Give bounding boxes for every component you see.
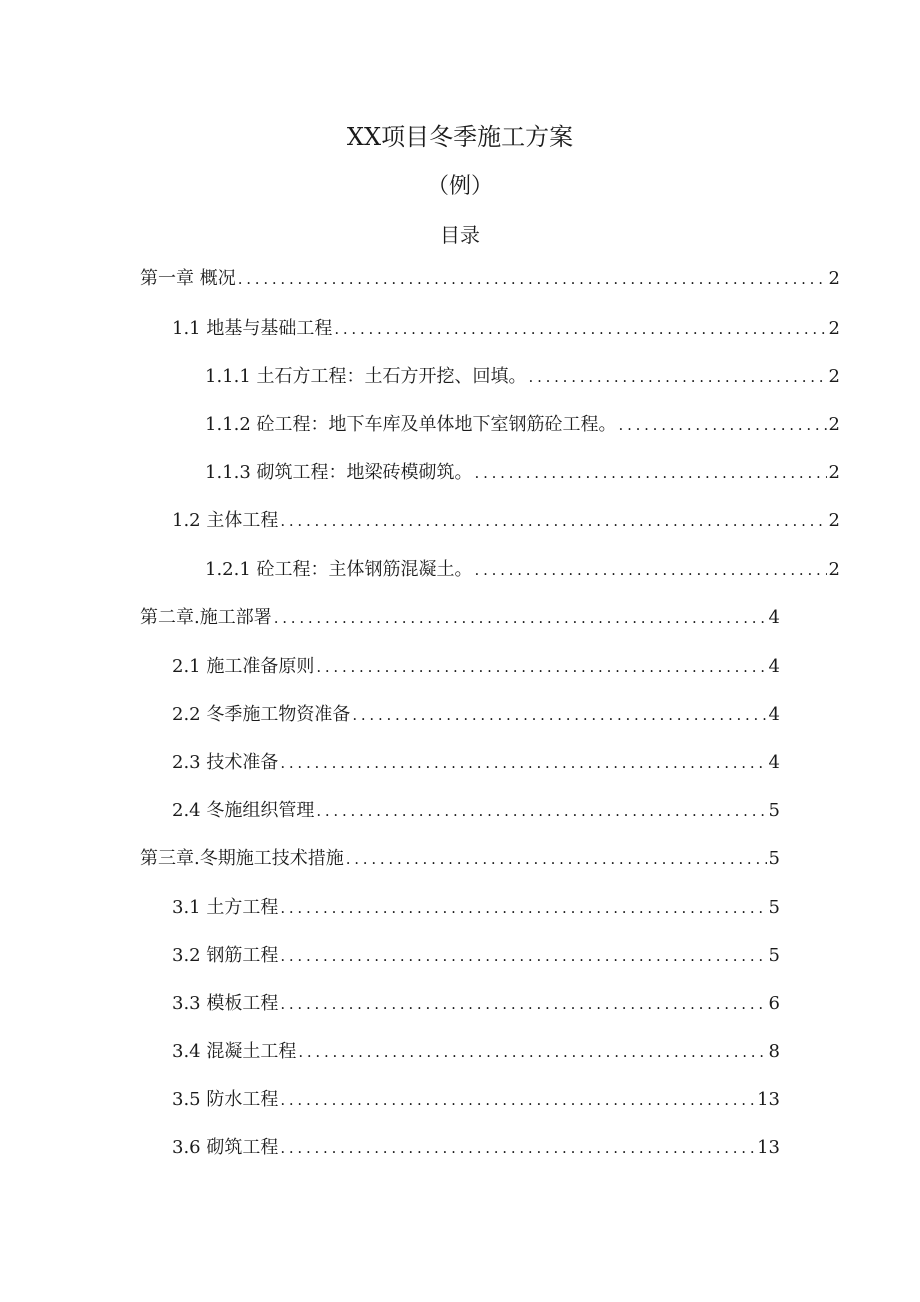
dot-leader [280, 750, 766, 776]
dot-leader [316, 654, 766, 680]
toc-entry-2-2[interactable] [172, 702, 780, 728]
toc-entry-label: 2.1 施工准备原则 [172, 656, 315, 677]
toc-entry-3-6[interactable] [172, 1135, 780, 1161]
dot-leader [475, 557, 827, 583]
dot-leader [619, 412, 827, 438]
dot-leader [280, 1135, 755, 1161]
toc-entry-page: 5 [768, 897, 780, 918]
toc-entry-label: 2.3 技术准备 [172, 752, 279, 773]
toc-entry-page: 6 [768, 993, 780, 1014]
toc-entry-page: 2 [828, 366, 840, 387]
toc-entry-3-3[interactable] [172, 991, 780, 1017]
toc-entry-label: 3.2 钢筋工程 [172, 945, 279, 966]
toc-entry-3-4[interactable] [172, 1039, 780, 1065]
toc-entry-page: 4 [768, 656, 780, 677]
toc-entry-3-1[interactable] [172, 895, 780, 921]
toc-entry-page: 4 [768, 607, 780, 628]
toc-entry-2-4[interactable] [172, 798, 780, 824]
toc-entry-1-1-1[interactable] [205, 364, 840, 390]
toc-entry-label: 3.4 混凝土工程 [172, 1041, 297, 1062]
dot-leader [346, 846, 767, 872]
toc-heading: 目录 [440, 223, 480, 247]
toc-entry-1-2-1[interactable] [205, 557, 840, 583]
toc-entry-page: 4 [768, 704, 780, 725]
toc-entry-page: 13 [757, 1137, 780, 1158]
dot-leader [352, 702, 766, 728]
toc-entry-1-2[interactable] [172, 508, 840, 534]
document-subtitle: （例） [426, 174, 493, 199]
toc-entry-page: 5 [768, 848, 780, 869]
dot-leader [280, 943, 766, 969]
dot-leader [334, 316, 826, 342]
toc-entry-page: 2 [828, 318, 840, 339]
toc-entry-1-1[interactable] [172, 316, 840, 342]
toc-entry-label: 1.2 主体工程 [172, 510, 279, 531]
toc-entry-page: 2 [828, 510, 840, 531]
toc-entry-label: 1.1 地基与基础工程 [172, 318, 333, 339]
toc-entry-page: 2 [828, 414, 840, 435]
toc-entry-1-1-3[interactable] [205, 460, 840, 486]
dot-leader [238, 266, 827, 292]
dot-leader [280, 991, 766, 1017]
toc-entry-label: 2.2 冬季施工物资准备 [172, 704, 351, 725]
toc-entry-page: 4 [768, 752, 780, 773]
toc-entry-3-2[interactable] [172, 943, 780, 969]
dot-leader [280, 508, 826, 534]
toc-entry-label: 第二章.施工部署 [140, 607, 272, 628]
toc-entry-label: 1.1.3 砌筑工程：地梁砖模砌筑。 [205, 462, 473, 483]
toc-entry-label: 1.1.2 砼工程：地下车库及单体地下室钢筋砼工程。 [205, 414, 617, 435]
dot-leader [475, 460, 827, 486]
toc-entry-page: 5 [768, 945, 780, 966]
toc-entry-page: 5 [768, 800, 780, 821]
toc-entry-label: 3.1 土方工程 [172, 897, 279, 918]
toc-entry-page: 2 [828, 462, 840, 483]
toc-entry-label: 3.5 防水工程 [172, 1089, 279, 1110]
toc-entry-2-1[interactable] [172, 654, 780, 680]
toc-entry-label: 第三章.冬期施工技术措施 [140, 848, 344, 869]
toc-entry-chapter-1[interactable] [140, 266, 840, 292]
dot-leader [280, 895, 766, 921]
toc-entry-2-3[interactable] [172, 750, 780, 776]
toc-entry-1-1-2[interactable] [205, 412, 840, 438]
toc-entry-chapter-2[interactable] [140, 605, 780, 631]
toc-entry-chapter-3[interactable] [140, 846, 780, 872]
document-title: XX项目冬季施工方案 [346, 123, 574, 151]
dot-leader [316, 798, 766, 824]
toc-entry-3-5[interactable] [172, 1087, 780, 1113]
dot-leader [529, 364, 827, 390]
toc-entry-label: 3.3 模板工程 [172, 993, 279, 1014]
toc-entry-page: 2 [828, 268, 840, 289]
toc-entry-page: 13 [757, 1089, 780, 1110]
dot-leader [298, 1039, 766, 1065]
dot-leader [274, 605, 767, 631]
toc-entry-label: 1.2.1 砼工程：主体钢筋混凝土。 [205, 559, 473, 580]
toc-entry-label: 2.4 冬施组织管理 [172, 800, 315, 821]
dot-leader [280, 1087, 755, 1113]
toc-entry-page: 2 [828, 559, 840, 580]
toc-entry-page: 8 [768, 1041, 780, 1062]
toc-entry-label: 3.6 砌筑工程 [172, 1137, 279, 1158]
toc-entry-label: 1.1.1 土石方工程：土石方开挖、回填。 [205, 366, 527, 387]
toc-entry-label: 第一章 概况 [140, 268, 236, 289]
